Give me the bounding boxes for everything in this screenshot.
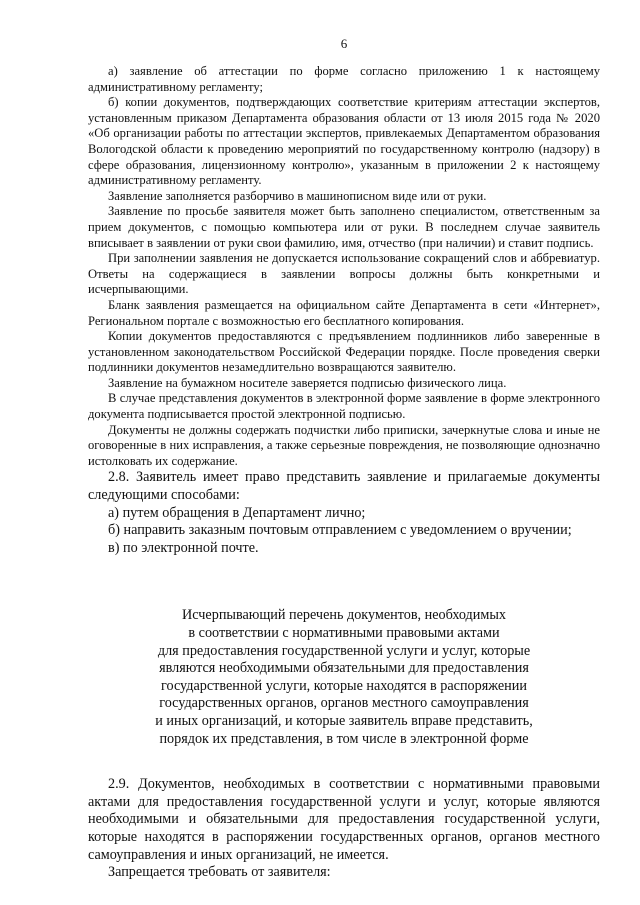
- section-heading: [88, 607, 600, 748]
- paragraph-copies: Копии документов предоставляются с предъявлением подлинников либо заверенные в установленном законодательством Российской Федерации порядке. После проведения сверки подлинники документов незамедлительно возвращаются заявителю.: [88, 329, 600, 375]
- paragraph-item-b: б) копии документов, подтверждающих соответствие критериям аттестации экспертов, установленным приказом Департамента образования области от 13 июля 2015 года № 2020 «Об организации работы по аттестации экспертов, привлекаемых Департаментом образования Вологодской области к проведению мероприятий по государственному контролю (надзору) в сфере образования, лицензионному контролю», указанным в приложении 2 к настоящему административному регламенту.: [88, 95, 600, 188]
- paragraph-paper-signature: Заявление на бумажном носителе заверяется подписью физического лица.: [108, 375, 507, 390]
- page-number: 6: [340, 36, 348, 51]
- heading-line: порядок их представления, в том числе в электронной форме: [159, 730, 529, 747]
- paragraph-no-abbreviations: При заполнении заявления не допускается использование сокращений слов и аббревиатур. Ответы на содержащиеся в заявлении вопросы должны быть конкретными и исчерпывающими.: [88, 251, 600, 297]
- heading-line: государственной услуги, которые находятся в распоряжении: [161, 677, 527, 694]
- paragraph-prohibited: Запрещается требовать от заявителя:: [108, 864, 331, 881]
- heading-line: для предоставления государственной услуги и услуг, которые: [157, 642, 531, 659]
- list-item-registered-mail: б) направить заказным почтовым отправлением с уведомлением о вручении;: [108, 522, 572, 539]
- paragraph-form-published: Бланк заявления размещается на официальном сайте Департамента в сети «Интернет», Региональном портале с возможностью его бесплатного копирования.: [88, 297, 600, 328]
- paragraph-2-9: 2.9. Документов, необходимых в соответствии с нормативными правовыми актами для предоставления государственной услуги и услуг, которые являются необходимыми и обязательными для предоставления государственной услуги, которые находятся в распоряжении государственных органов, органов местного самоуправления и иных организаций, не имеется.: [88, 776, 600, 863]
- heading-line: и иных организаций, и которые заявитель вправе представить,: [155, 712, 533, 729]
- paragraph-fill-legibly: Заявление заполняется разборчиво в машинописном виде или от руки.: [108, 188, 487, 203]
- paragraph-2-8: 2.8. Заявитель имеет право представить заявление и прилагаемые документы следующими способами:: [88, 469, 600, 504]
- paragraph-no-corrections: Документы не должны содержать подчистки либо приписки, зачеркнутые слова и иные не оговоренные в них исправления, а также серьезные повреждения, не позволяющие однозначно истолковать их содержание.: [88, 422, 600, 468]
- heading-line: являются необходимыми обязательными для предоставления: [159, 660, 529, 677]
- paragraph-electronic-signature: В случае представления документов в электронной форме заявление в форме электронного документа подписывается простой электронной подписью.: [88, 391, 600, 422]
- paragraph-fill-by-specialist: Заявление по просьбе заявителя может быть заполнено специалистом, ответственным за прием документов, с помощью компьютера или от руки. В последнем случае заявитель вписывает в заявлении от руки свои фамилию, имя, отчество (при наличии) и ставит подпись.: [88, 204, 600, 250]
- heading-line: Исчерпывающий перечень документов, необходимых: [182, 607, 506, 624]
- list-item-in-person: а) путем обращения в Департамент лично;: [108, 504, 366, 521]
- paragraph-item-a: а) заявление об аттестации по форме согласно приложению 1 к настоящему административному регламенту;: [88, 64, 600, 94]
- heading-line: в соответствии с нормативными правовыми актами: [188, 625, 500, 641]
- list-item-email: в) по электронной почте.: [108, 539, 259, 556]
- heading-line: государственных органов, органов местного самоуправления: [159, 695, 529, 712]
